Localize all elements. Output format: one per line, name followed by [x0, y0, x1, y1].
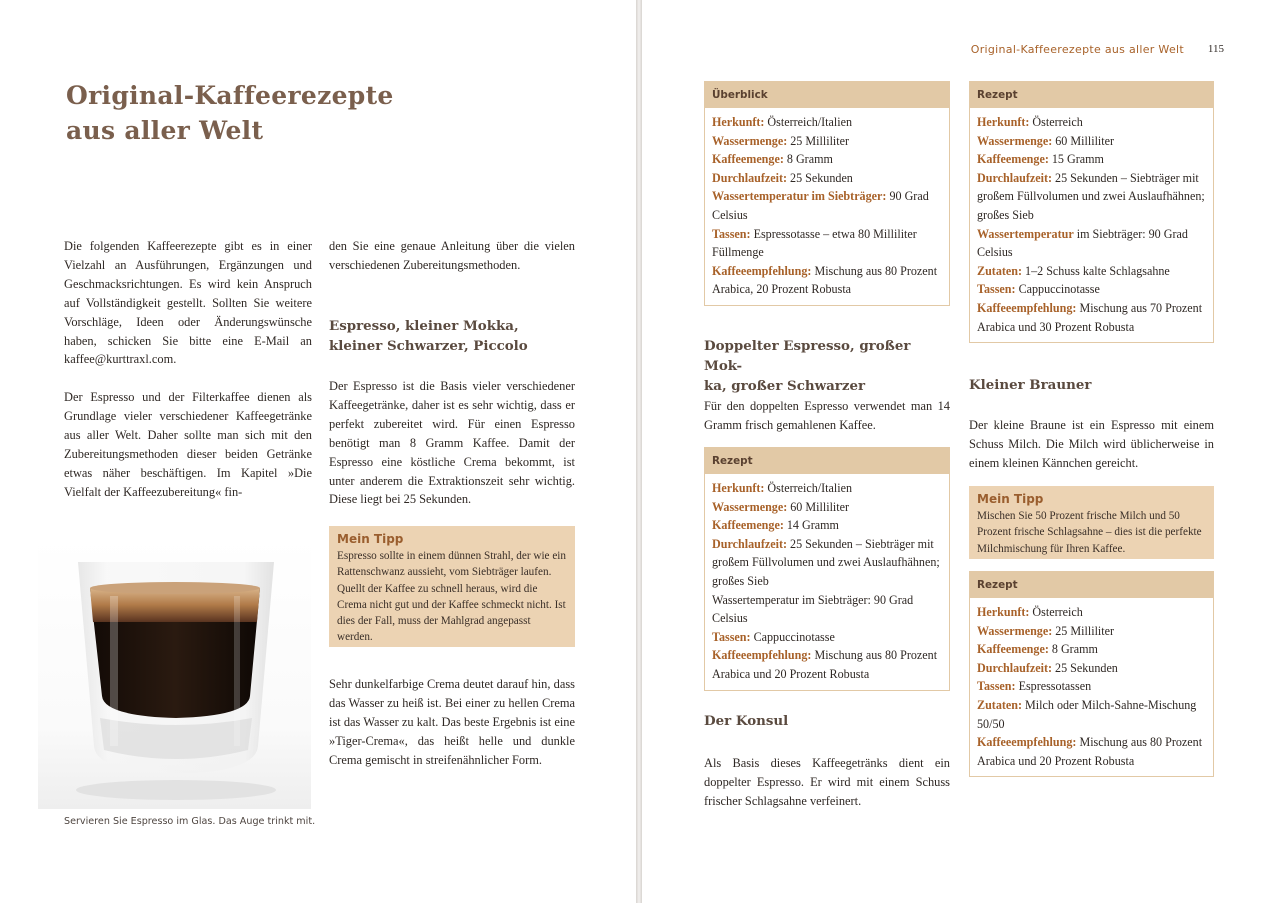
recipe-head: Rezept [970, 571, 1213, 598]
konsul-paragraph: Als Basis dieses Kaffeegetränks dient ein doppelter Espresso. Er wird mit einem Schuss frischer Schlagsahne verfeinert. [704, 756, 950, 808]
recipe-body: Herkunft: Österreich Wassermenge: 25 Milliliter Kaffeemenge: 8 Gramm Durchlaufzeit: 25 Sekunden Tassen: Espressotassen Zutaten: Milch oder Milch-Sahne-Mischung 50/50 Kaffeeempfehlung: Mischung aus 80 Prozent Arabica und 20 Prozent Robusta [977, 605, 1203, 768]
recipe-box-grosser [969, 81, 1214, 343]
kleiner-brauner-heading: Kleiner Brauner [969, 377, 1092, 393]
konsul-heading: Der Konsul [704, 713, 789, 729]
recipe-box-double [704, 447, 950, 691]
overview-box [704, 81, 950, 306]
recipe-head: Rezept [705, 447, 949, 474]
tip-title: Mein Tipp [337, 532, 404, 546]
espresso-column [329, 237, 575, 294]
running-header: Original-Kaffeerezepte aus aller Welt [970, 43, 1184, 56]
tip-title: Mein Tipp [977, 492, 1044, 506]
espresso-heading: Espresso, kleiner Mokka, kleiner Schwarzer, Piccolo [329, 318, 528, 354]
tip-text: Espresso sollte in einem dünnen Strahl, der wie ein Rattenschwanz aussieht, vom Siebträger laufen. Quellt der Kaffee zu schnell heraus, wird die Crema nicht gut und der Kaffee schmeckt nicht. Ist dies der Fall, muss der Mahlgrad angepasst werden. [337, 550, 566, 644]
recipe-body: Herkunft: Österreich Wassermenge: 60 Milliliter Kaffeemenge: 15 Gramm Durchlaufzeit: 25 Sekunden – Siebträger mit großem Füllvolumen und zwei Auslaufhähnen; großes Sieb Wassertemperatur im Siebträger: 90 Grad Celsius Zutaten: 1–2 Schuss kalte Schlagsahne Tassen: Cappuccinotasse Kaffeeempfehlung: Mischung aus 70 Prozent Arabica und 30 Prozent Robusta [977, 115, 1205, 334]
page-number: 115 [1207, 43, 1224, 55]
recipe-box-brauner [969, 571, 1214, 777]
photo-caption: Servieren Sie Espresso im Glas. Das Auge trinkt mit. [64, 816, 316, 827]
crema-paragraph: Sehr dunkelfarbige Crema deutet darauf hin, dass das Wasser zu heiß ist. Bei einer zu hellen Crema ist das Wasser zu kalt. Das beste Ergebnis ist eine »Tiger-Crema«, das heißt helle und dunkle Crema gemischt in streifenähnlicher Form. [329, 677, 575, 767]
book-gutter [636, 0, 642, 903]
espresso-glass-photo [38, 536, 311, 809]
double-espresso-paragraph: Für den doppelten Espresso verwendet man 14 Gramm frisch gemahlenen Kaffee. [704, 399, 950, 432]
espresso-intro-paragraph: Der Espresso und der Filterkaffee dienen als Grundlage vieler verschiedener Kaffeegetränke aus aller Welt. Daher sollte man sich mit den Zubereitungsmethoden dieser beiden Getränke etwas näher beschäftigen. Im Kapitel »Die Vielfalt der Kaffeezubereitung« fin- [64, 390, 312, 499]
recipe-head: Rezept [970, 81, 1213, 108]
espresso-glass-icon [38, 536, 311, 809]
intro-paragraph: Die folgenden Kaffeerezepte gibt es in einer Vielzahl an Ausführungen, Ergänzungen und Geschmacksrichtungen. Es wird kein Anspruch auf Vollständigkeit gestellt. Sollten Sie weitere Vorschläge, Ideen oder Änderungswünsche haben, schicken Sie bitte eine E-Mail an kaffee@kurttraxl.com. [64, 239, 312, 367]
tip-text: Mischen Sie 50 Prozent frische Milch und 50 Prozent frische Schlagsahne – dies ist die perfekte Milchmischung für Ihren Kaffee. [977, 510, 1202, 555]
recipe-body: Herkunft: Österreich/Italien Wassermenge: 60 Milliliter Kaffeemenge: 14 Gramm Durchlaufzeit: 25 Sekunden – Siebträger mit großem Füllvolumen und zwei Auslaufhähnen; großes Sieb Wassertemperatur im Siebträger: 90 Grad Celsius Tassen: Cappuccinotasse Kaffeeempfehlung: Mischung aus 80 Prozent Arabica und 20 Prozent Robusta [712, 481, 940, 681]
espresso-paragraph: Der Espresso ist die Basis vieler verschiedener Kaffeegetränke, daher ist es sehr wichtig, dass er perfekt zubereitet wird. Für einen Espresso benötigt man 8 Gramm Kaffee. Damit der Espresso eine köstliche Crema bekommt, ist unter anderem die Extraktionszeit sehr wichtig. Diese liegt bei 25 Sekunden. [329, 379, 575, 507]
page-title: Original-Kaffeerezepte aus aller Welt [66, 81, 394, 145]
overview-head: Überblick [705, 81, 949, 108]
continued-paragraph: den Sie eine genaue Anleitung über die vielen verschiedenen Zubereitungsmethoden. [329, 239, 575, 272]
tip-box-milk [969, 486, 1214, 559]
intro-column [64, 237, 312, 521]
overview-body: Herkunft: Österreich/Italien Wassermenge: 25 Milliliter Kaffeemenge: 8 Gramm Durchlaufzeit: 25 Sekunden Wassertemperatur im Siebträger: 90 Grad Celsius Tassen: Espressotasse – etwa 80 Milliliter Füllmenge Kaffeeempfehlung: Mischung aus 80 Prozent Arabica, 20 Prozent Robusta [712, 115, 938, 297]
double-espresso-heading: Doppelter Espresso, großer Mok- ka, großer Schwarzer [704, 338, 911, 394]
kleiner-brauner-paragraph: Der kleine Braune ist ein Espresso mit einem Schuss Milch. Die Milch wird üblicherweise in einem kleinen Kännchen gereicht. [969, 418, 1214, 470]
tip-box-espresso [329, 526, 575, 647]
